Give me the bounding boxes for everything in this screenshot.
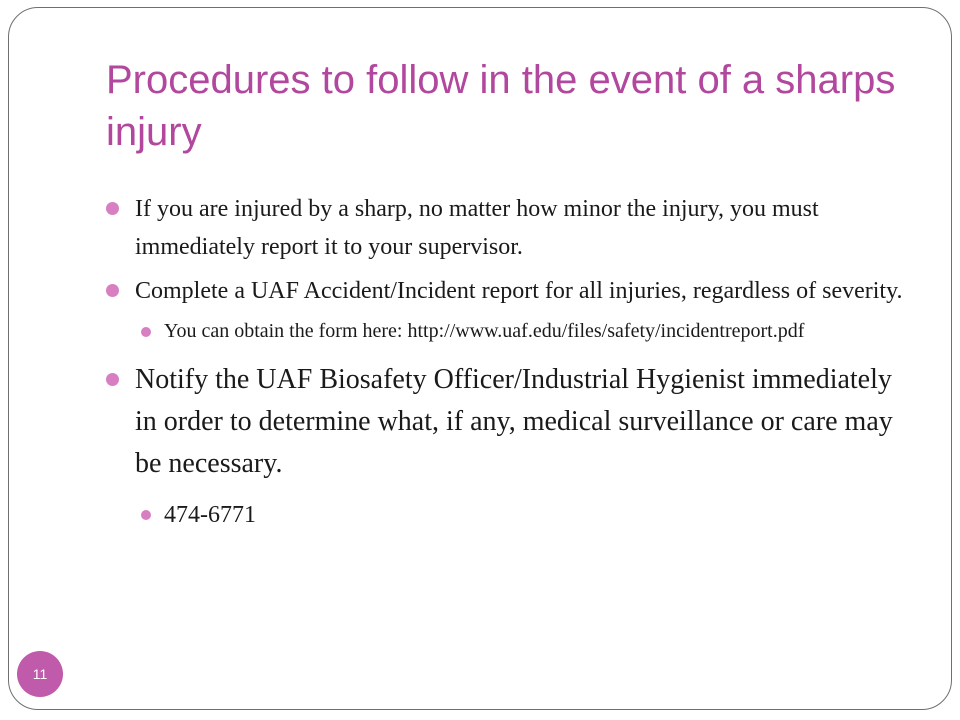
slide-title: Procedures to follow in the event of a sharps injury [106,58,896,154]
sub-bullet-phone-number [106,497,906,533]
slide-body [106,190,906,543]
bullet-text: If you are injured by a sharp, no matter how minor the injury, you must immediately report it to your supervisor. [135,196,819,260]
bullet-text: Notify the UAF Biosafety Officer/Industrial Hygienist immediately in order to determine what, if any, medical surveillance or care may be necessary. [135,364,893,479]
bullet-complete-report [106,272,906,310]
sub-bullet-form-link [106,316,906,347]
slide-number-badge: 11 [17,651,63,697]
bullet-text: Complete a UAF Accident/Incident report for all injuries, regardless of severity. [135,278,903,304]
bullet-report-to-supervisor [106,190,906,266]
bullet-text: 474-6771 [164,502,256,528]
bullet-dot-icon [106,202,119,215]
bullet-dot-icon [141,510,151,520]
bullet-dot-icon [106,373,119,386]
bullet-text: You can obtain the form here: http://www.uaf.edu/files/safety/incidentreport.pdf [164,320,805,342]
bullet-dot-icon [106,284,119,297]
bullet-dot-icon [141,327,151,337]
bullet-notify-biosafety-officer [106,359,906,485]
